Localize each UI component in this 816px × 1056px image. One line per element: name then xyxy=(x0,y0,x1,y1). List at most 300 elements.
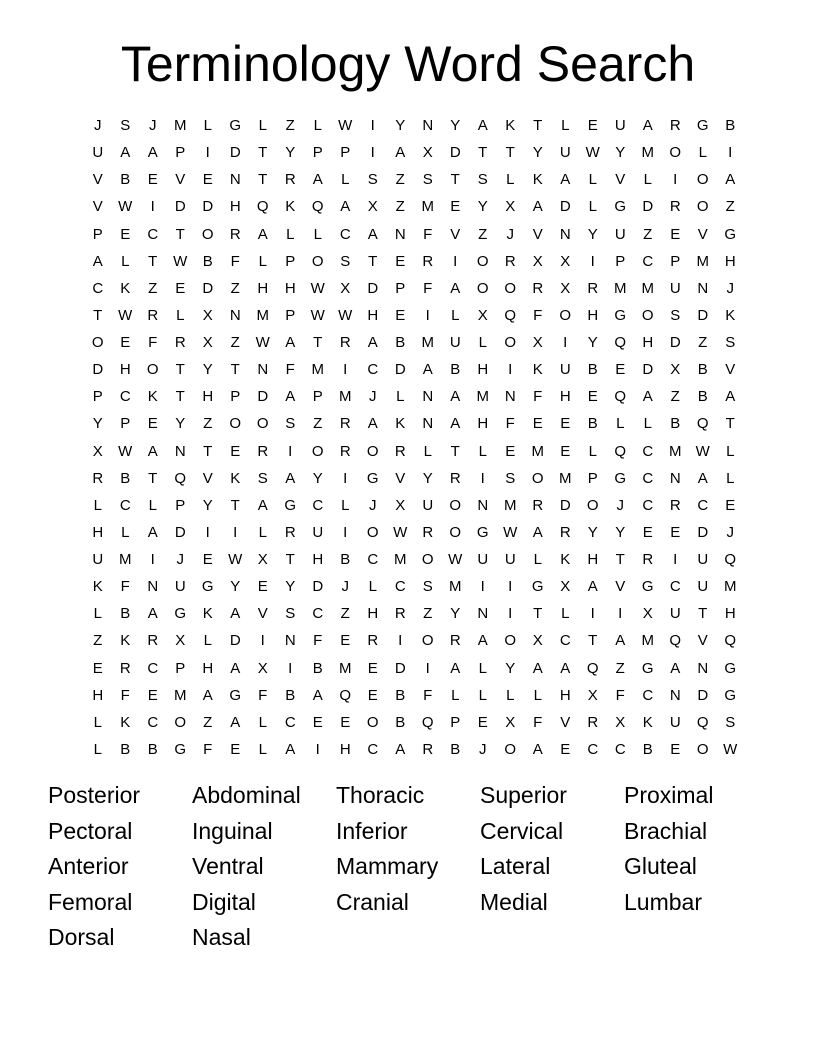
grid-letter: T xyxy=(93,306,103,324)
grid-letter: Y xyxy=(230,578,241,596)
grid-letter: G xyxy=(284,496,297,514)
grid-letter: P xyxy=(615,252,626,270)
grid-letter: H xyxy=(559,686,571,704)
grid-letter: A xyxy=(642,388,653,406)
grid-letter: X xyxy=(340,279,351,297)
grid-letter: A xyxy=(230,659,241,677)
grid-letter: Y xyxy=(587,334,598,352)
grid-letter: E xyxy=(312,713,323,731)
grid-letter: M xyxy=(641,279,654,297)
grid-letter: L xyxy=(93,496,102,514)
grid-letter: I xyxy=(288,442,293,460)
grid-letter: H xyxy=(339,740,351,758)
word-list-item: Digital xyxy=(192,888,256,915)
grid-letter: V xyxy=(697,225,708,243)
grid-letter: G xyxy=(724,225,737,243)
grid-letter: A xyxy=(450,659,461,677)
grid-letter: V xyxy=(92,198,103,216)
grid-letter: R xyxy=(587,713,599,731)
grid-letter: E xyxy=(92,659,103,677)
grid-letter: L xyxy=(561,117,570,135)
grid-letter: I xyxy=(480,469,485,487)
grid-letter: P xyxy=(175,144,186,162)
grid-letter: U xyxy=(312,523,324,541)
grid-letter: E xyxy=(367,686,378,704)
grid-letter: M xyxy=(614,279,627,297)
grid-letter: U xyxy=(422,496,434,514)
word-list-item: Lateral xyxy=(480,853,551,880)
grid-letter: R xyxy=(92,469,104,487)
grid-letter: N xyxy=(669,686,681,704)
grid-letter: X xyxy=(560,578,571,596)
grid-letter: C xyxy=(284,713,296,731)
grid-letter: K xyxy=(642,713,653,731)
grid-letter: W xyxy=(255,334,270,352)
grid-letter: R xyxy=(394,605,406,623)
grid-letter: E xyxy=(450,198,461,216)
grid-letter: U xyxy=(614,117,626,135)
grid-letter: H xyxy=(92,523,104,541)
grid-letter: D xyxy=(697,306,709,324)
grid-letter: A xyxy=(532,740,543,758)
grid-letter: G xyxy=(614,469,627,487)
grid-letter: J xyxy=(369,496,377,514)
grid-letter: A xyxy=(202,686,213,704)
grid-letter: N xyxy=(422,117,434,135)
grid-letter: I xyxy=(673,551,678,569)
grid-letter: X xyxy=(395,496,406,514)
grid-letter: S xyxy=(422,578,433,596)
grid-letter: E xyxy=(477,713,488,731)
grid-letter: D xyxy=(697,523,709,541)
grid-letter: D xyxy=(174,523,186,541)
grid-letter: Z xyxy=(423,605,433,623)
grid-letter: K xyxy=(285,198,296,216)
grid-letter: H xyxy=(367,306,379,324)
grid-row xyxy=(84,709,744,736)
grid-letter: Q xyxy=(586,659,599,677)
grid-letter: P xyxy=(285,306,296,324)
grid-letter: N xyxy=(394,225,406,243)
word-list-item: Cervical xyxy=(480,817,564,844)
grid-letter: N xyxy=(229,171,241,189)
grid-letter: P xyxy=(587,469,598,487)
grid-letter: T xyxy=(478,144,488,162)
grid-letter: R xyxy=(559,523,571,541)
grid-letter: L xyxy=(478,659,487,677)
grid-letter: P xyxy=(670,252,681,270)
grid-letter: B xyxy=(395,334,406,352)
grid-letter: U xyxy=(614,225,626,243)
grid-letter: C xyxy=(642,442,654,460)
grid-letter: A xyxy=(422,361,433,379)
grid-letter: C xyxy=(147,225,159,243)
grid-letter: R xyxy=(174,334,186,352)
grid-letter: V xyxy=(615,171,626,189)
grid-letter: A xyxy=(697,469,708,487)
grid-letter: A xyxy=(257,496,268,514)
grid-letter: A xyxy=(477,117,488,135)
grid-letter: U xyxy=(559,144,571,162)
grid-letter: B xyxy=(120,740,131,758)
grid-letter: T xyxy=(505,144,515,162)
grid-letter: R xyxy=(367,632,379,650)
grid-letter: O xyxy=(366,523,379,541)
grid-letter: Z xyxy=(478,225,488,243)
grid-letter: M xyxy=(559,469,572,487)
grid-letter: Q xyxy=(504,306,517,324)
grid-letter: A xyxy=(450,279,461,297)
grid-letter: S xyxy=(422,171,433,189)
grid-letter: B xyxy=(340,551,351,569)
grid-letter: Q xyxy=(669,632,682,650)
grid-letter: H xyxy=(724,605,736,623)
grid-letter: P xyxy=(175,496,186,514)
grid-letter: T xyxy=(450,442,460,460)
grid-letter: I xyxy=(150,198,155,216)
grid-row xyxy=(84,465,744,492)
grid-letter: F xyxy=(120,686,130,704)
grid-letter: X xyxy=(587,686,598,704)
grid-letter: I xyxy=(260,632,265,650)
grid-row xyxy=(84,329,744,356)
grid-letter: E xyxy=(340,632,351,650)
grid-letter: M xyxy=(696,252,709,270)
grid-letter: V xyxy=(560,713,571,731)
grid-letter: W xyxy=(338,117,353,135)
grid-letter: M xyxy=(421,334,434,352)
grid-letter: Y xyxy=(477,198,488,216)
grid-letter: S xyxy=(477,171,488,189)
grid-letter: T xyxy=(615,551,625,569)
grid-letter: V xyxy=(202,469,213,487)
grid-letter: X xyxy=(202,306,213,324)
grid-letter: U xyxy=(92,551,104,569)
grid-letter: Y xyxy=(202,496,213,514)
grid-letter: O xyxy=(311,252,324,270)
grid-letter: A xyxy=(92,252,103,270)
grid-letter: R xyxy=(394,442,406,460)
grid-letter: L xyxy=(506,171,515,189)
grid-letter: F xyxy=(313,632,323,650)
grid-letter: B xyxy=(670,415,681,433)
grid-letter: K xyxy=(532,361,543,379)
grid-letter: M xyxy=(421,198,434,216)
grid-letter: F xyxy=(258,686,268,704)
grid-letter: B xyxy=(725,117,736,135)
grid-letter: B xyxy=(642,740,653,758)
grid-letter: O xyxy=(256,415,269,433)
grid-letter: L xyxy=(121,252,130,270)
grid-letter: T xyxy=(175,388,185,406)
grid-letter: O xyxy=(559,306,572,324)
grid-letter: N xyxy=(147,578,159,596)
grid-letter: Y xyxy=(615,523,626,541)
grid-row xyxy=(84,438,744,465)
grid-letter: K xyxy=(505,117,516,135)
grid-row xyxy=(84,410,744,437)
grid-letter: S xyxy=(505,469,516,487)
grid-letter: E xyxy=(532,415,543,433)
grid-letter: C xyxy=(119,388,131,406)
grid-letter: U xyxy=(669,713,681,731)
grid-letter: O xyxy=(476,279,489,297)
grid-letter: F xyxy=(423,279,433,297)
grid-letter: E xyxy=(642,523,653,541)
grid-letter: W xyxy=(393,523,408,541)
grid-letter: R xyxy=(587,279,599,297)
word-list-item: Inferior xyxy=(336,817,408,844)
grid-letter: E xyxy=(175,279,186,297)
grid-letter: I xyxy=(343,523,348,541)
word-list-item: Inguinal xyxy=(192,817,273,844)
grid-letter: M xyxy=(724,578,737,596)
grid-letter: L xyxy=(396,388,405,406)
grid-letter: D xyxy=(202,198,214,216)
grid-letter: U xyxy=(669,605,681,623)
grid-letter: B xyxy=(120,605,131,623)
grid-letter: L xyxy=(643,171,652,189)
grid-letter: R xyxy=(147,632,159,650)
grid-letter: V xyxy=(92,171,103,189)
grid-letter: A xyxy=(312,171,323,189)
grid-letter: C xyxy=(92,279,104,297)
grid-letter: R xyxy=(284,171,296,189)
grid-letter: T xyxy=(533,605,543,623)
grid-letter: Z xyxy=(643,225,653,243)
grid-letter: Z xyxy=(313,415,323,433)
grid-letter: Z xyxy=(230,279,240,297)
grid-letter: O xyxy=(504,334,517,352)
grid-letter: J xyxy=(176,551,184,569)
grid-row xyxy=(84,655,744,682)
grid-letter: H xyxy=(477,361,489,379)
grid-letter: D xyxy=(642,198,654,216)
grid-letter: O xyxy=(696,198,709,216)
grid-letter: W xyxy=(118,306,133,324)
grid-letter: L xyxy=(616,415,625,433)
grid-letter: G xyxy=(614,198,627,216)
grid-letter: C xyxy=(642,469,654,487)
grid-letter: N xyxy=(257,361,269,379)
grid-letter: X xyxy=(560,279,571,297)
grid-letter: Z xyxy=(93,632,103,650)
grid-letter: F xyxy=(533,306,543,324)
grid-letter: F xyxy=(120,578,130,596)
grid-letter: H xyxy=(642,334,654,352)
grid-letter: E xyxy=(670,523,681,541)
grid-letter: H xyxy=(312,551,324,569)
grid-letter: A xyxy=(532,659,543,677)
grid-letter: N xyxy=(284,632,296,650)
grid-letter: F xyxy=(615,686,625,704)
grid-letter: E xyxy=(147,686,158,704)
grid-letter: I xyxy=(370,117,375,135)
grid-letter: B xyxy=(697,388,708,406)
grid-letter: A xyxy=(367,225,378,243)
grid-letter: S xyxy=(725,334,736,352)
grid-letter: Q xyxy=(696,713,709,731)
grid-letter: O xyxy=(476,252,489,270)
grid-letter: O xyxy=(449,496,462,514)
grid-letter: Z xyxy=(203,415,213,433)
grid-letter: O xyxy=(504,632,517,650)
grid-row xyxy=(84,193,744,220)
grid-letter: R xyxy=(284,523,296,541)
grid-letter: D xyxy=(394,361,406,379)
grid-letter: V xyxy=(450,225,461,243)
grid-letter: X xyxy=(257,659,268,677)
grid-letter: H xyxy=(229,198,241,216)
grid-letter: E xyxy=(587,388,598,406)
grid-letter: G xyxy=(201,578,214,596)
grid-letter: I xyxy=(618,605,623,623)
grid-letter: T xyxy=(698,605,708,623)
grid-letter: R xyxy=(229,225,241,243)
grid-letter: K xyxy=(560,551,571,569)
grid-letter: R xyxy=(339,415,351,433)
grid-letter: M xyxy=(174,686,187,704)
grid-letter: R xyxy=(422,523,434,541)
grid-letter: A xyxy=(230,713,241,731)
grid-letter: R xyxy=(532,279,544,297)
grid-letter: T xyxy=(230,361,240,379)
grid-letter: E xyxy=(560,415,571,433)
grid-letter: H xyxy=(367,605,379,623)
grid-letter: J xyxy=(341,578,349,596)
grid-letter: K xyxy=(395,415,406,433)
grid-letter: G xyxy=(641,578,654,596)
grid-letter: O xyxy=(201,225,214,243)
grid-letter: W xyxy=(723,740,738,758)
grid-letter: L xyxy=(561,605,570,623)
grid-letter: A xyxy=(450,415,461,433)
grid-letter: D xyxy=(174,198,186,216)
grid-letter: D xyxy=(92,361,104,379)
grid-letter: L xyxy=(258,713,267,731)
grid-letter: H xyxy=(477,415,489,433)
grid-letter: T xyxy=(175,225,185,243)
grid-letter: G xyxy=(229,686,242,704)
grid-letter: S xyxy=(340,252,351,270)
grid-row xyxy=(84,112,744,139)
grid-letter: L xyxy=(176,306,185,324)
grid-letter: A xyxy=(532,198,543,216)
grid-letter: T xyxy=(313,334,323,352)
grid-letter: V xyxy=(395,469,406,487)
grid-letter: O xyxy=(421,632,434,650)
grid-letter: Z xyxy=(340,605,350,623)
grid-letter: E xyxy=(147,171,158,189)
grid-letter: E xyxy=(670,740,681,758)
grid-letter: P xyxy=(312,388,323,406)
grid-letter: E xyxy=(367,659,378,677)
grid-letter: F xyxy=(285,361,295,379)
grid-letter: R xyxy=(339,334,351,352)
grid-letter: L xyxy=(258,523,267,541)
grid-letter: E xyxy=(340,713,351,731)
grid-letter: J xyxy=(149,117,157,135)
grid-letter: T xyxy=(368,252,378,270)
grid-letter: A xyxy=(395,144,406,162)
grid-letter: I xyxy=(508,578,513,596)
grid-letter: B xyxy=(450,361,461,379)
grid-letter: H xyxy=(257,279,269,297)
grid-letter: T xyxy=(533,117,543,135)
grid-letter: A xyxy=(560,659,571,677)
grid-letter: C xyxy=(147,659,159,677)
grid-letter: U xyxy=(174,578,186,596)
grid-letter: I xyxy=(590,252,595,270)
grid-letter: Q xyxy=(724,632,737,650)
grid-letter: K xyxy=(120,713,131,731)
grid-letter: B xyxy=(285,686,296,704)
grid-letter: X xyxy=(532,252,543,270)
grid-letter: I xyxy=(673,171,678,189)
grid-letter: K xyxy=(532,171,543,189)
grid-letter: S xyxy=(670,306,681,324)
grid-letter: I xyxy=(480,578,485,596)
grid-letter: W xyxy=(228,551,243,569)
grid-letter: V xyxy=(532,225,543,243)
grid-row xyxy=(84,492,744,519)
grid-row xyxy=(84,546,744,573)
grid-letter: O xyxy=(641,306,654,324)
grid-letter: V xyxy=(257,605,268,623)
grid-letter: L xyxy=(203,632,212,650)
word-list-item: Anterior xyxy=(48,853,129,880)
grid-letter: O xyxy=(366,713,379,731)
grid-letter: I xyxy=(563,334,568,352)
grid-letter: Z xyxy=(698,334,708,352)
grid-letter: D xyxy=(229,144,241,162)
grid-row xyxy=(84,248,744,275)
grid-letter: A xyxy=(615,632,626,650)
grid-letter: J xyxy=(369,388,377,406)
grid-row xyxy=(84,221,744,248)
grid-letter: S xyxy=(285,415,296,433)
grid-letter: J xyxy=(94,117,102,135)
grid-letter: F xyxy=(505,415,515,433)
grid-letter: Z xyxy=(230,334,240,352)
grid-letter: P xyxy=(92,225,103,243)
grid-letter: O xyxy=(586,496,599,514)
grid-letter: C xyxy=(147,713,159,731)
grid-letter: M xyxy=(669,442,682,460)
grid-letter: C xyxy=(642,252,654,270)
grid-letter: W xyxy=(118,442,133,460)
grid-letter: M xyxy=(476,388,489,406)
grid-letter: W xyxy=(585,144,600,162)
grid-letter: X xyxy=(175,632,186,650)
grid-letter: L xyxy=(313,117,322,135)
grid-letter: G xyxy=(531,578,544,596)
grid-letter: U xyxy=(669,279,681,297)
grid-letter: D xyxy=(202,279,214,297)
grid-letter: T xyxy=(148,252,158,270)
grid-letter: A xyxy=(642,117,653,135)
grid-letter: I xyxy=(150,551,155,569)
grid-letter: Y xyxy=(450,117,461,135)
grid-letter: Y xyxy=(92,415,103,433)
grid-letter: C xyxy=(339,225,351,243)
grid-letter: R xyxy=(257,442,269,460)
grid-letter: X xyxy=(532,632,543,650)
grid-letter: L xyxy=(588,171,597,189)
grid-letter: A xyxy=(367,334,378,352)
grid-row xyxy=(84,166,744,193)
grid-letter: E xyxy=(615,361,626,379)
